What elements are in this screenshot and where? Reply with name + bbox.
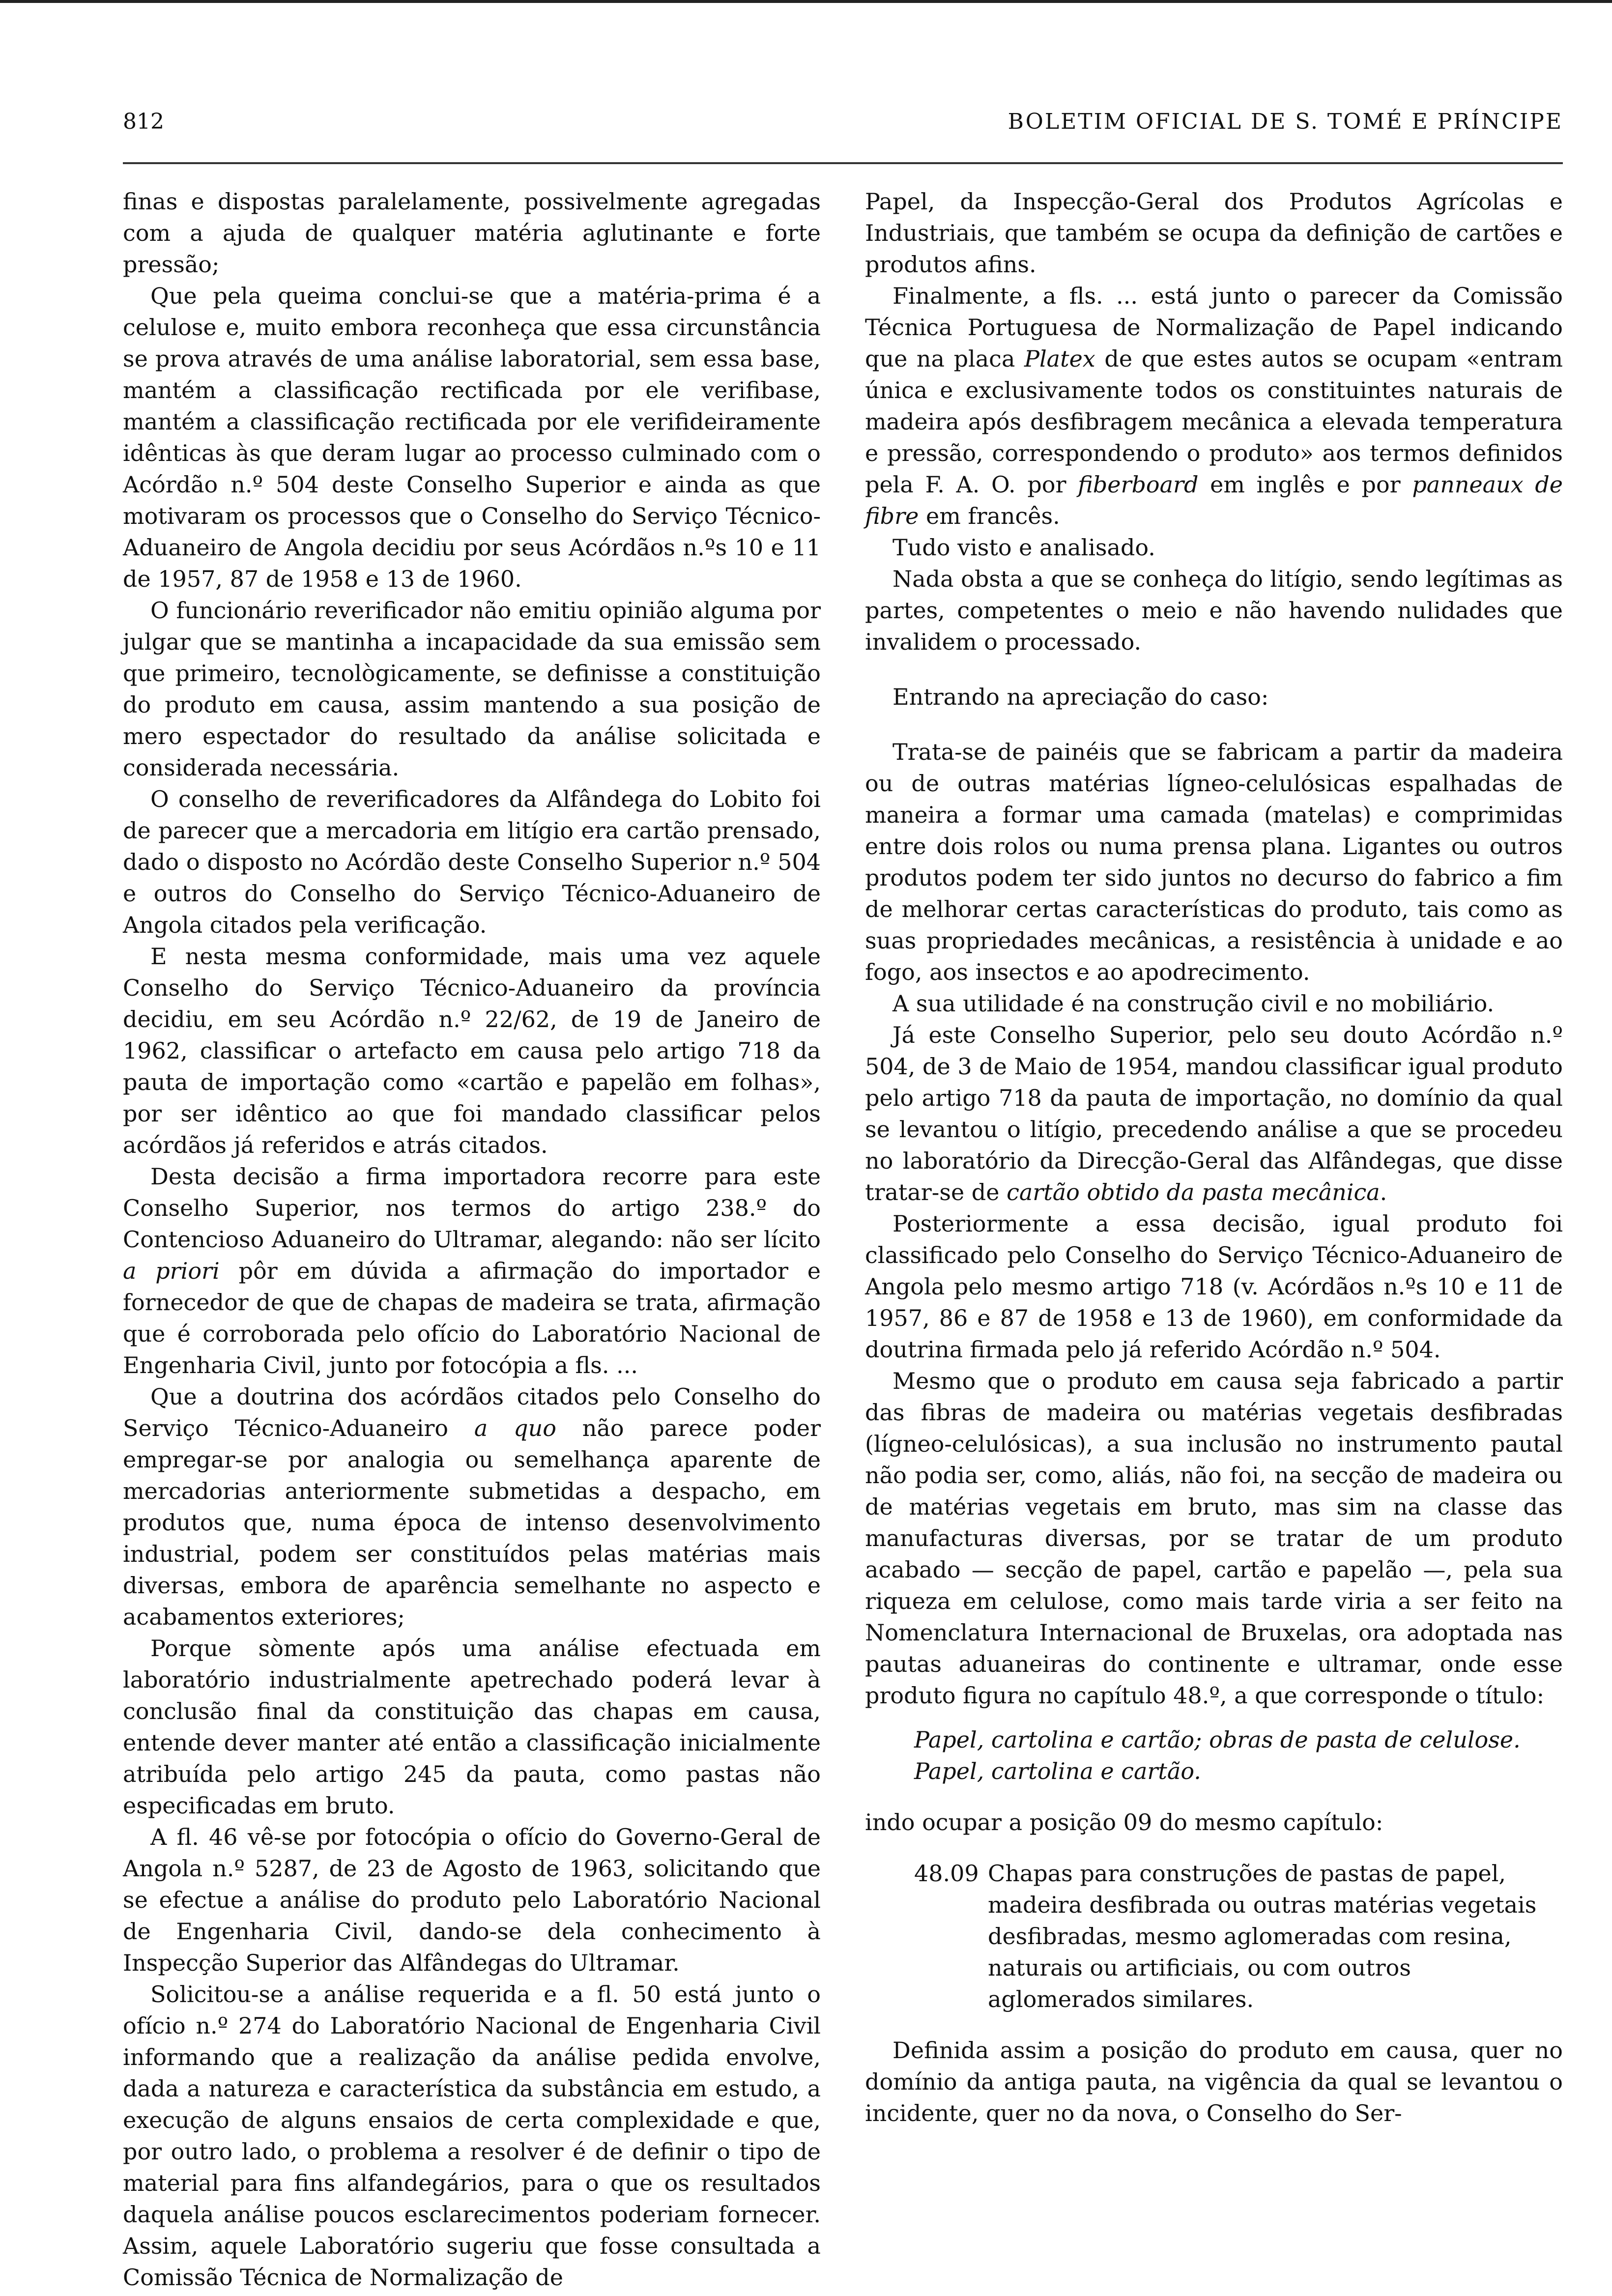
paragraph: Entrando na apreciação do caso: [892, 684, 1269, 710]
text-run: pôr em dúvida a afirmação do importador e fornecedor de que de chapas de madeira se trata, afirmação que é corroborada pelo ofício do Laboratório Nacional de Engenharia Civil, junto por fotocópia a fls. ... [123, 1258, 821, 1378]
paragraph: Solicitou-se a análise requerida e a fl. 50 está junto o ofício n.º 274 do Laboratório Nacional de Engenharia Civil informando que a realização da análise pedida envolve, dada a natureza e característica da substância em estudo, a execução de alguns ensaios de certa complexidade e que, por outro lado, o problema a resolver é de definir o tipo de material para fins alfandegários, para o que os resultados daquela análise poucos esclarecimentos poderiam fornecer. Assim, aquele Laboratório sugeriu que fosse consultada a Comissão Técnica de Normalização de [123, 1981, 821, 2291]
paragraph: O conselho de reverificadores da Alfândega do Lobito foi de parecer que a mercadoria em litígio era cartão prensado, dado o disposto no Acórdão deste Conselho Superior n.º 504 e outros do Conselho do Serviço Técnico-Aduaneiro de Angola citados pela verificação. [123, 786, 821, 938]
page-header [123, 109, 1563, 139]
paragraph [865, 280, 1563, 532]
paragraph: Posteriormente a essa decisão, igual produto foi classificado pelo Conselho do Serviço Técnico-Aduaneiro de Angola pelo mesmo artigo 718 (v. Acórdãos n.ºs 10 e 11 de 1957, 86 e 87 de 1958 e 13 de 1960), em conformidade da doutrina firmada pelo já referido Acórdão n.º 504. [865, 1210, 1563, 1363]
paragraph: Tudo visto e analisado. [892, 534, 1155, 561]
header-rule [123, 162, 1563, 164]
text-run: . [1380, 1179, 1387, 1205]
running-title: BOLETIM OFICIAL DE S. TOMÉ E PRÍNCIPE [1008, 109, 1563, 134]
paragraph [123, 1161, 821, 1381]
paragraph: Mesmo que o produto em causa seja fabricado a partir das fibras de madeira ou matérias vegetais desfibradas (lígneo-celulósicas), a sua inclusão no instrumento pautal não podia ser, como, aliás, não foi, na secção de madeira ou de matérias vegetais em bruto, mas sim na classe das manufacturas diversas, por se tratar de um produto acabado — secção de papel, cartão e papelão —, pela sua riqueza em celulose, como mais tarde viria a ser feito na Nomenclatura Internacional de Bruxelas, ora adoptada nas pautas aduaneiras do continente e ultramar, onde esse produto figura no capítulo 48.º, a que corresponde o título: [865, 1368, 1563, 1709]
left-column [123, 186, 821, 2293]
text-run: Já este Conselho Superior, pelo seu douto Acórdão n.º 504, de 3 de Maio de 1954, mandou classificar igual produto pelo artigo 718 da pauta de importação, no domínio da qual se levantou o litígio, precedendo análise a que se procedeu no laboratório da Direcção-Geral das Alfândegas, que disse tratar-se de [865, 1022, 1563, 1205]
paragraph: indo ocupar a posição 09 do mesmo capítulo: [865, 1809, 1383, 1836]
italic-text: a priori [123, 1258, 220, 1284]
paragraph: A sua utilidade é na construção civil e no mobiliário. [892, 990, 1495, 1017]
paragraph: Nada obsta a que se conheça do litígio, sendo legítimas as partes, competentes o meio e não havendo nulidades que invalidem o processado. [865, 566, 1563, 655]
right-column [865, 186, 1563, 2129]
text-run: não parece poder empregar-se por analogia ou semelhança aparente de mercadorias anteriormente submetidas a despacho, em produtos que, numa época de intenso desenvolvimento industrial, podem ser constituídos pelas matérias mais diversas, embora de aparência semelhante no aspecto e acabamentos exteriores; [123, 1415, 821, 1630]
paragraph: E nesta mesma conformidade, mais uma vez aquele Conselho do Serviço Técnico-Aduaneiro da província decidiu, em seu Acórdão n.º 22/62, de 19 de Janeiro de 1962, classificar o artefacto em causa pelo artigo 718 da pauta de importação como «cartão e papelão em folhas», por ser idêntico ao que foi mandado classificar pelos acórdãos já referidos e atrás citados. [123, 943, 821, 1158]
italic-text: fiberboard [1078, 471, 1199, 498]
chapter-title-quote [914, 1724, 1563, 1787]
paragraph: finas e dispostas paralelamente, possivelmente agregadas com a ajuda de qualquer matéria aglutinante e forte pressão; [123, 188, 821, 278]
italic-text: a quo [474, 1415, 556, 1441]
paragraph: O funcionário reverificador não emitiu opinião alguma por julgar que se mantinha a incapacidade da sua emissão sem que primeiro, tecnològicamente, se definisse a constituição do produto em causa, assim mantendo a sua posição de mero espectador do resultado da análise solicitada e considerada necessária. [123, 597, 821, 781]
page-number: 812 [123, 109, 164, 134]
quote-line: Papel, cartolina e cartão. [914, 1758, 1201, 1784]
spacer [865, 658, 1563, 681]
text-run: Desta decisão a firma importadora recorre para este Conselho Superior, nos termos do artigo 238.º do Contencioso Aduaneiro do Ultramar, alegando: não ser lícito [123, 1163, 821, 1253]
quote-line: Papel, cartolina e cartão; obras de pasta de celulose. [914, 1726, 1521, 1753]
paragraph: Papel, da Inspecção-Geral dos Produtos Agrícolas e Industriais, que também se ocupa da definição de cartões e produtos afins. [865, 188, 1563, 278]
text-run: de que estes autos se ocupam «entram única e exclusivamente todos os constituintes naturais de madeira após desfibragem mecânica a elevada temperatura e pressão, correspondendo o produto» aos termos definidos pela F. A. O. por [865, 345, 1563, 498]
paragraph: A fl. 46 vê-se por fotocópia o ofício do Governo-Geral de Angola n.º 5287, de 23 de Agosto de 1963, solicitando que se efectue a análise do produto pelo Laboratório Nacional de Engenharia Civil, dando-se dela conhecimento à Inspecção Superior das Alfândegas do Ultramar. [123, 1824, 821, 1976]
spacer [865, 713, 1563, 736]
tariff-code: 48.09 [914, 1860, 979, 1887]
paragraph [123, 1381, 821, 1633]
italic-text: cartão obtido da pasta mecânica [1007, 1179, 1380, 1205]
tariff-description: Chapas para construções de pastas de papel, madeira desfibrada ou outras matérias vegetais desfibradas, mesmo aglomeradas com resina, naturais ou artificiais, ou com outros aglomerados similares. [988, 1860, 1537, 2012]
top-border-rule [0, 0, 1612, 3]
paragraph: Trata-se de painéis que se fabricam a partir da madeira ou de outras matérias lígneo-celulósicas espalhadas de maneira a formar uma camada (matelas) e comprimidas entre dois rolos ou numa prensa plana. Ligantes ou outros produtos podem ter sido juntos no decurso do fabrico a fim de melhorar certas características do produto, tais como as suas propriedades mecânicas, a resistência à unidade e ao fogo, aos insectos e ao apodrecimento. [865, 739, 1563, 985]
tariff-entry [914, 1858, 1563, 2015]
text-run: em francês. [925, 503, 1060, 529]
italic-text: Platex [1024, 345, 1095, 372]
paragraph [865, 1019, 1563, 1208]
text-run: em inglês e por [1210, 471, 1401, 498]
paragraph: Porque sòmente após uma análise efectuada em laboratório industrialmente apetrechado poderá levar à conclusão final da constituição das chapas em causa, entende dever manter até então a classificação inicialmente atribuída pelo artigo 245 da pauta, como pastas não especificadas em bruto. [123, 1635, 821, 1819]
italic-text: panneaux de fibre [865, 471, 1563, 529]
text-run: Que a doutrina dos acórdãos citados pelo Conselho do Serviço Técnico-Aduaneiro [123, 1383, 821, 1441]
text-run: Finalmente, a fls. ... está junto o parecer da Comissão Técnica Portuguesa de Normalização de Papel indicando que na placa [865, 283, 1563, 372]
paragraph: Definida assim a posição do produto em causa, quer no domínio da antiga pauta, na vigência da qual se levantou o incidente, quer no da nova, o Conselho do Ser- [865, 2037, 1563, 2126]
paragraph: Que pela queima conclui-se que a matéria-prima é a celulose e, muito embora reconheça que essa circunstância se prova através de uma análise laboratorial, sem essa base, mantém a classificação rectificada por ele verifibase, mantém a classificação rectificada por ele verifideiramente idênticas às que deram lugar ao processo culminado com o Acórdão n.º 504 deste Conselho Superior e ainda as que motivaram os processos que o Conselho do Serviço Técnico-Aduaneiro de Angola decidiu por seus Acórdãos n.ºs 10 e 11 de 1957, 87 de 1958 e 13 de 1960. [123, 283, 821, 592]
